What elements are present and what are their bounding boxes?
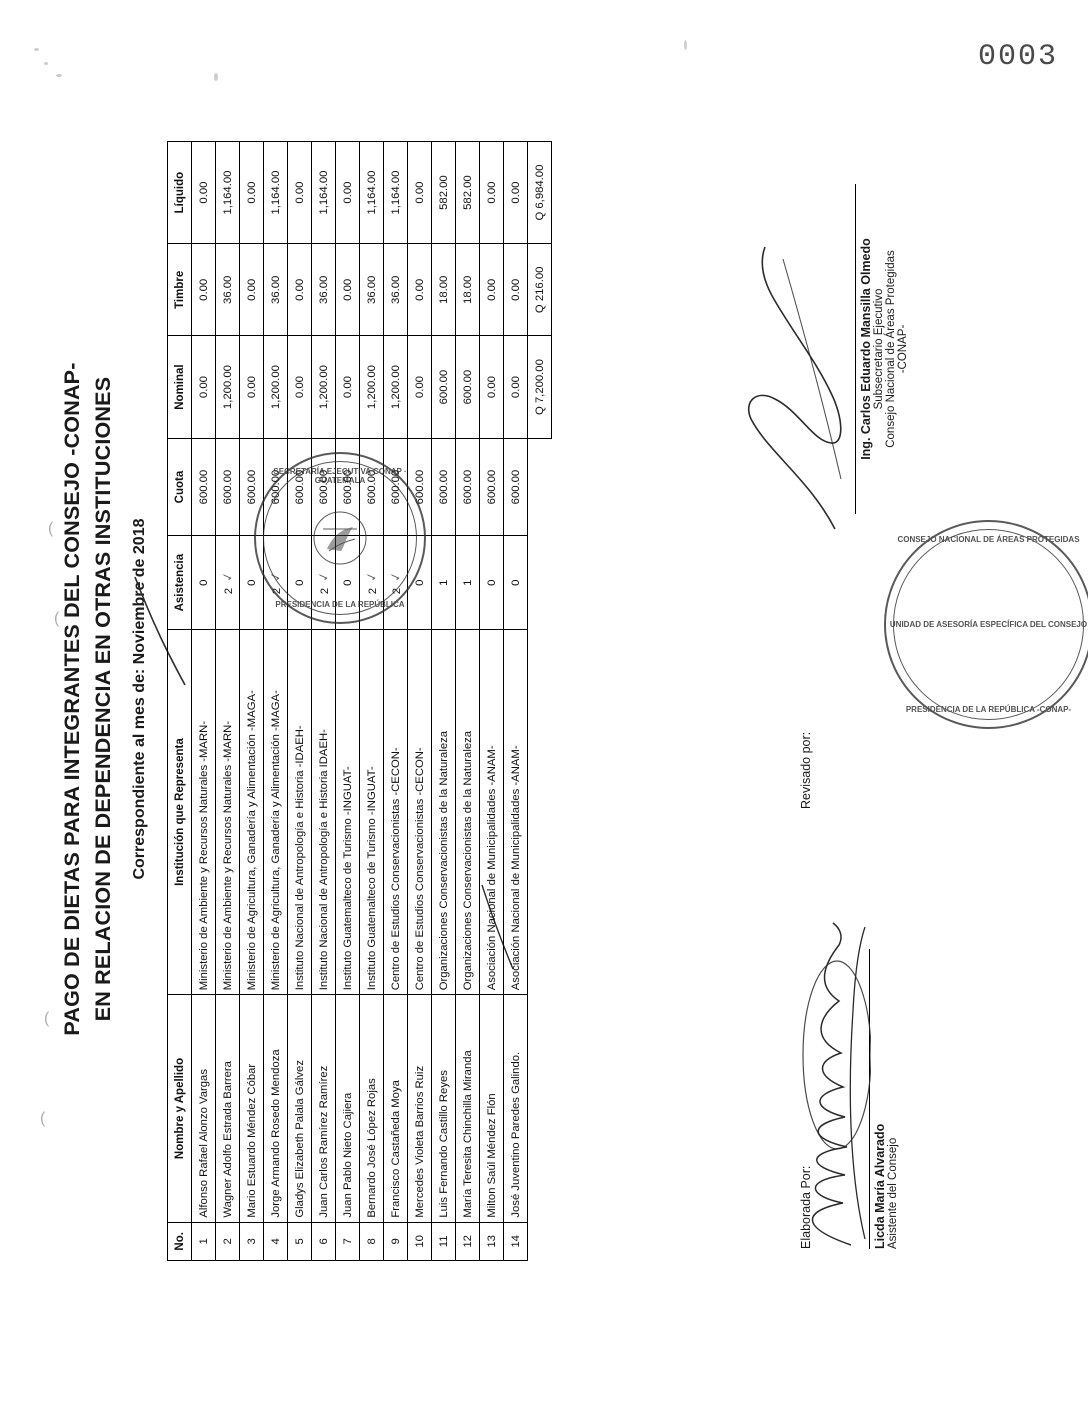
total-spacer-cuota: [528, 438, 552, 536]
cell-asistencia: 0: [408, 536, 432, 629]
cell-name: Jorge Armando Rosedo Mendoza: [264, 995, 288, 1222]
cell-no: 8: [360, 1222, 384, 1260]
margin-pen-mark: (: [48, 520, 54, 537]
cell-institution: Instituto Guatemalteco de Turismo -INGUAT-: [336, 629, 360, 994]
table-header-row: [168, 142, 192, 1261]
cell-timbre: 0.00: [192, 244, 216, 336]
cell-institution: Asociación Nacional de Municipalidades -ANAM-: [480, 629, 504, 994]
cell-liquido: 582.00: [456, 142, 480, 244]
handwritten-check-icon: ✓: [386, 569, 404, 584]
cell-timbre: 0.00: [240, 244, 264, 336]
document-subtitle: Correspondiente al mes de: Noviembre de 2018: [131, 518, 149, 880]
table-row: [360, 142, 384, 1261]
cell-cuota: 600.00: [264, 438, 288, 536]
cell-timbre: 36.00: [312, 244, 336, 336]
total-timbre: Q 216.00: [528, 244, 552, 336]
cell-cuota: 600.00: [432, 438, 456, 536]
aprobada-role-3: -CONAP-: [897, 324, 909, 374]
cell-timbre: 36.00: [384, 244, 408, 336]
elaborada-name: Licda María Alvarado: [873, 1123, 887, 1249]
elaborada-role: Asistente del Consejo: [887, 1137, 899, 1249]
table-row: [216, 142, 240, 1261]
cell-name: Juan Carlos Ramírez Ramírez: [312, 995, 336, 1222]
dietas-table-container: [167, 141, 552, 1261]
cell-institution: Ministerio de Agricultura, Ganadería y Alimentación -MAGA-: [240, 629, 264, 994]
handwritten-check-icon: ✓: [314, 569, 332, 584]
cell-name: Luis Fernando Castillo Reyes: [432, 995, 456, 1222]
cell-timbre: 0.00: [336, 244, 360, 336]
cell-cuota: 600.00: [240, 438, 264, 536]
cell-timbre: 0.00: [504, 244, 528, 336]
cell-asistencia: 0: [288, 536, 312, 629]
cell-asistencia: 2✓: [360, 536, 384, 629]
cell-institution: Ministerio de Agricultura, Ganadería y Alimentación -MAGA-: [264, 629, 288, 994]
cell-nominal: 0.00: [480, 336, 504, 438]
header-nominal: Nominal: [168, 336, 192, 438]
title-line-1: PAGO DE DIETAS PARA INTEGRANTES DEL CONSEJO -CONAP-: [60, 362, 84, 1036]
cell-nominal: 600.00: [456, 336, 480, 438]
total-spacer-no: [528, 1222, 552, 1260]
seal-areas-center-text: UNIDAD DE ASESORÍA ESPECÍFICA DEL CONSEJO: [889, 619, 1088, 629]
total-spacer-asistencia: [528, 536, 552, 629]
cell-institution: Organizaciones Conservacionistas de la Naturaleza: [456, 629, 480, 994]
cell-cuota: 600.00: [504, 438, 528, 536]
cell-liquido: 0.00: [480, 142, 504, 244]
total-nominal: Q 7,200.00: [528, 336, 552, 438]
cell-timbre: 18.00: [456, 244, 480, 336]
signature-block-aprobada: [799, 139, 909, 559]
cell-institution: Asociación Nacional de Municipalidades -ANAM-: [504, 629, 528, 994]
document-heading: [57, 149, 149, 1249]
cell-nominal: 1,200.00: [264, 336, 288, 438]
aprobada-signature-line: [855, 184, 856, 514]
cell-no: 10: [408, 1222, 432, 1260]
cell-liquido: 0.00: [408, 142, 432, 244]
seal-secretaria-ejecutiva-conap: [254, 452, 426, 624]
cell-cuota: 600.00: [336, 438, 360, 536]
cell-nominal: 600.00: [432, 336, 456, 438]
cell-asistencia: 0: [504, 536, 528, 629]
cell-no: 12: [456, 1222, 480, 1260]
cell-timbre: 36.00: [216, 244, 240, 336]
cell-nominal: 0.00: [336, 336, 360, 438]
cell-liquido: 1,164.00: [360, 142, 384, 244]
table-row: [456, 142, 480, 1261]
cell-nominal: 1,200.00: [384, 336, 408, 438]
cell-institution: Instituto Guatemalteco de Turismo -INGUAT-: [360, 629, 384, 994]
seal-unidad-asesoria-consejo: [884, 520, 1088, 729]
cell-cuota: 600.00: [408, 438, 432, 536]
cell-no: 7: [336, 1222, 360, 1260]
cell-no: 2: [216, 1222, 240, 1260]
header-no: No.: [168, 1222, 192, 1260]
title-line-2: EN RELACION DE DEPENDENCIA EN OTRAS INSTITUCIONES: [91, 376, 116, 1022]
handwritten-check-icon: ✓: [266, 569, 284, 584]
cell-no: 5: [288, 1222, 312, 1260]
seal-areas-top-text: CONSEJO NACIONAL DE ÁREAS PROTEGIDAS: [897, 535, 1080, 544]
aprobada-role-1: Subsecretario Ejecutivo: [873, 288, 885, 410]
cell-name: Bernardo José López Rojas: [360, 995, 384, 1222]
cell-institution: Instituto Nacional de Antropología e Historia -IDAEH-: [288, 629, 312, 994]
margin-pen-mark: (: [40, 1110, 46, 1127]
header-liquido: Líquido: [168, 142, 192, 244]
total-spacer-institution: [528, 629, 552, 994]
cell-cuota: 600.00: [360, 438, 384, 536]
cell-institution: Instituto Nacional de Antropología e Historia IDAEH-: [312, 629, 336, 994]
cell-asistencia: 2✓: [216, 536, 240, 629]
cell-asistencia: 1: [456, 536, 480, 629]
cell-liquido: 0.00: [336, 142, 360, 244]
seal-conap-bottom-text: PRESIDENCIA DE LA REPÚBLICA: [275, 600, 405, 609]
cell-liquido: 1,164.00: [264, 142, 288, 244]
table-row: [192, 142, 216, 1261]
table-row: [480, 142, 504, 1261]
cell-asistencia: 2✓: [312, 536, 336, 629]
table-row: [408, 142, 432, 1261]
scanned-document-page: [39, 39, 1088, 1369]
table-body: [192, 142, 528, 1261]
cell-nominal: 0.00: [504, 336, 528, 438]
signature-block-revisada: [799, 589, 813, 809]
cell-asistencia: 2✓: [384, 536, 408, 629]
signature-block-elaborada: [799, 919, 899, 1249]
elaborada-label: Elaborada Por:: [799, 1165, 813, 1249]
total-liquido: Q 6,984.00: [528, 142, 552, 244]
cell-liquido: 1,164.00: [216, 142, 240, 244]
cell-nominal: 0.00: [288, 336, 312, 438]
cell-name: Mario Estuardo Méndez Cóbar: [240, 995, 264, 1222]
cell-name: Mercedes Violeta Barrios Ruiz: [408, 995, 432, 1222]
handwritten-check-icon: ✓: [218, 569, 236, 584]
seal-areas-bottom-text: PRESIDENCIA DE LA REPÚBLICA -CONAP-: [905, 705, 1072, 714]
table-row: [264, 142, 288, 1261]
table-row: [312, 142, 336, 1261]
cell-liquido: 0.00: [288, 142, 312, 244]
cell-liquido: 1,164.00: [384, 142, 408, 244]
cell-liquido: 582.00: [432, 142, 456, 244]
cell-nominal: 1,200.00: [216, 336, 240, 438]
cell-institution: Centro de Estudios Conservacionistas -CECON-: [408, 629, 432, 994]
cell-cuota: 600.00: [456, 438, 480, 536]
cell-timbre: 0.00: [408, 244, 432, 336]
cell-no: 9: [384, 1222, 408, 1260]
cell-name: Juan Pablo Nieto Cajiera: [336, 995, 360, 1222]
header-name: Nombre y Apellido: [168, 995, 192, 1222]
table-row: [504, 142, 528, 1261]
quetzal-emblem-icon: [307, 505, 373, 571]
cell-no: 3: [240, 1222, 264, 1260]
cell-no: 6: [312, 1222, 336, 1260]
margin-pen-mark: (: [44, 1010, 50, 1027]
cell-no: 1: [192, 1222, 216, 1260]
cell-cuota: 600.00: [192, 438, 216, 536]
cell-asistencia: 1: [432, 536, 456, 629]
cell-liquido: 0.00: [240, 142, 264, 244]
aprobada-name: Ing. Carlos Eduardo Mansilla Olmedo: [859, 238, 873, 460]
margin-pen-mark: (: [54, 610, 60, 627]
cell-name: Milton Saúl Méndez Flón: [480, 995, 504, 1222]
cell-timbre: 0.00: [480, 244, 504, 336]
header-cuota: Cuota: [168, 438, 192, 536]
cell-nominal: 0.00: [408, 336, 432, 438]
cell-nominal: 0.00: [240, 336, 264, 438]
cell-asistencia: 0: [336, 536, 360, 629]
cell-liquido: 0.00: [192, 142, 216, 244]
cell-nominal: 1,200.00: [312, 336, 336, 438]
header-asistencia: Asistencia: [168, 536, 192, 629]
cell-cuota: 600.00: [480, 438, 504, 536]
cell-timbre: 36.00: [360, 244, 384, 336]
cell-no: 14: [504, 1222, 528, 1260]
cell-institution: Ministerio de Ambiente y Recursos Naturales -MARN-: [192, 629, 216, 994]
table-row: [240, 142, 264, 1261]
table-row: [336, 142, 360, 1261]
cell-liquido: 1,164.00: [312, 142, 336, 244]
cell-no: 11: [432, 1222, 456, 1260]
cell-asistencia: 0: [480, 536, 504, 629]
cell-nominal: 1,200.00: [360, 336, 384, 438]
header-timbre: Timbre: [168, 244, 192, 336]
cell-institution: Ministerio de Ambiente y Recursos Naturales -MARN-: [216, 629, 240, 994]
cell-name: Alfonso Rafael Alonzo Vargas: [192, 995, 216, 1222]
cell-asistencia: 0: [192, 536, 216, 629]
cell-asistencia: 2✓: [264, 536, 288, 629]
cell-timbre: 36.00: [264, 244, 288, 336]
seal-conap-top-text: SECRETARÍA EJECUTIVA CONAP · GUATEMALA: [273, 467, 407, 485]
cell-cuota: 600.00: [288, 438, 312, 536]
table-total-row: [528, 142, 552, 1261]
cell-timbre: 18.00: [432, 244, 456, 336]
cell-no: 4: [264, 1222, 288, 1260]
dietas-table: [167, 141, 552, 1261]
cell-cuota: 600.00: [216, 438, 240, 536]
total-spacer-name: [528, 995, 552, 1222]
aprobada-role-2: Consejo Nacional de Áreas Protegidas: [885, 250, 897, 448]
page-number-stamp: 0003: [977, 40, 1058, 74]
cell-liquido: 0.00: [504, 142, 528, 244]
cell-name: Gladys Elizabeth Palala Gálvez: [288, 995, 312, 1222]
cell-cuota: 600.00: [312, 438, 336, 536]
cell-institution: Organizaciones Conservacionistas de la Naturaleza: [432, 629, 456, 994]
cell-name: Francisco Castañeda Moya: [384, 995, 408, 1222]
table-row: [384, 142, 408, 1261]
cell-asistencia: 0: [240, 536, 264, 629]
elaborada-signature-line: [869, 949, 870, 1249]
revisada-label: Revisado por:: [799, 731, 813, 809]
handwritten-check-icon: ✓: [362, 569, 380, 584]
cell-no: 13: [480, 1222, 504, 1260]
cell-timbre: 0.00: [288, 244, 312, 336]
seal-conap-emblem: [256, 454, 424, 622]
cell-nominal: 0.00: [192, 336, 216, 438]
cell-name: María Teresita Chinchilla Miranda: [456, 995, 480, 1222]
cell-cuota: 600.00: [384, 438, 408, 536]
cell-name: Wagner Adolfo Estrada Barrera: [216, 995, 240, 1222]
table-row: [432, 142, 456, 1261]
cell-name: José Juventino Paredes Galindo.: [504, 995, 528, 1222]
header-institution: Institución que Representa: [168, 629, 192, 994]
table-row: [288, 142, 312, 1261]
cell-institution: Centro de Estudios Conservacionistas -CECON-: [384, 629, 408, 994]
